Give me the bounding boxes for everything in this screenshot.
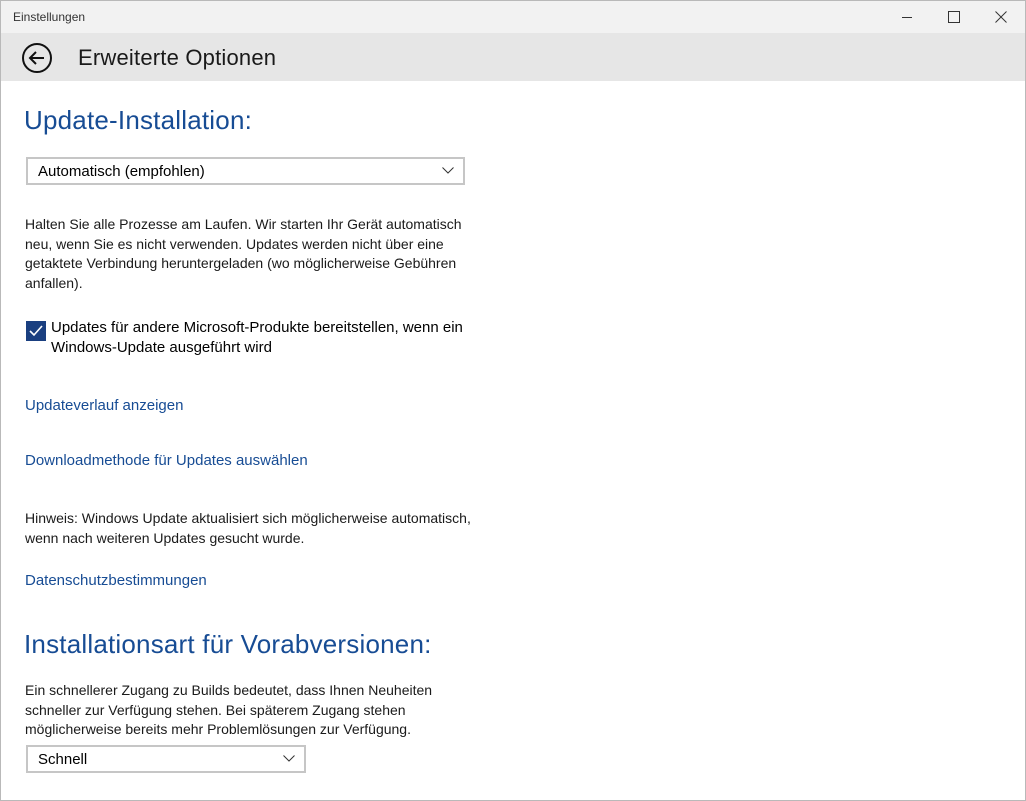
privacy-link[interactable]: Datenschutzbestimmungen [25, 572, 207, 589]
minimize-button[interactable] [884, 1, 930, 33]
chevron-down-icon [283, 755, 295, 763]
update-history-link[interactable]: Updateverlauf anzeigen [25, 397, 184, 414]
windows-update-note: Hinweis: Windows Update aktualisiert sich möglicherweise automatisch, wenn nach weiteren Updates gesucht wurde. [25, 510, 471, 546]
preview-builds-dropdown-value: Schnell [38, 750, 88, 768]
update-installation-description: Halten Sie alle Prozesse am Laufen. Wir starten Ihr Gerät automatisch neu, wenn Sie es nicht verwenden. Updates werden nicht über eine getaktete Verbindung heruntergeladen (wo möglicherweise Gebühren anfallen). [25, 216, 462, 291]
minimize-icon [901, 11, 913, 23]
preview-builds-description: Ein schnellerer Zugang zu Builds bedeutet, dass Ihnen Neuheiten schneller zur Verfügung stehen. Bei späterem Zugang stehen möglicherweise bereits mehr Problemlösungen zur Verfügung. [25, 682, 433, 737]
download-method-link[interactable]: Downloadmethode für Updates auswählen [25, 452, 308, 469]
page-header [1, 33, 1025, 81]
other-products-checkbox-label[interactable]: Updates für andere Microsoft-Produkte bereitstellen, wenn ein Windows-Update ausgeführt wird [51, 319, 463, 356]
update-installation-dropdown[interactable] [26, 157, 465, 185]
update-installation-heading: Update-Installation: [24, 105, 253, 135]
checkmark-icon [28, 323, 44, 339]
close-icon [995, 11, 1007, 23]
maximize-button[interactable] [931, 1, 977, 33]
back-arrow-icon [21, 42, 53, 74]
title-bar [1, 1, 1025, 33]
close-button[interactable] [978, 1, 1024, 33]
preview-builds-dropdown[interactable] [26, 745, 306, 773]
other-products-checkbox[interactable] [26, 321, 46, 341]
chevron-down-icon [442, 167, 454, 175]
maximize-icon [948, 11, 960, 23]
app-title: Einstellungen [13, 10, 86, 24]
update-installation-dropdown-value: Automatisch (empfohlen) [38, 162, 205, 180]
back-button[interactable] [21, 42, 53, 74]
page-title: Erweiterte Optionen [78, 45, 277, 70]
preview-builds-heading: Installationsart für Vorabversionen: [24, 629, 432, 659]
